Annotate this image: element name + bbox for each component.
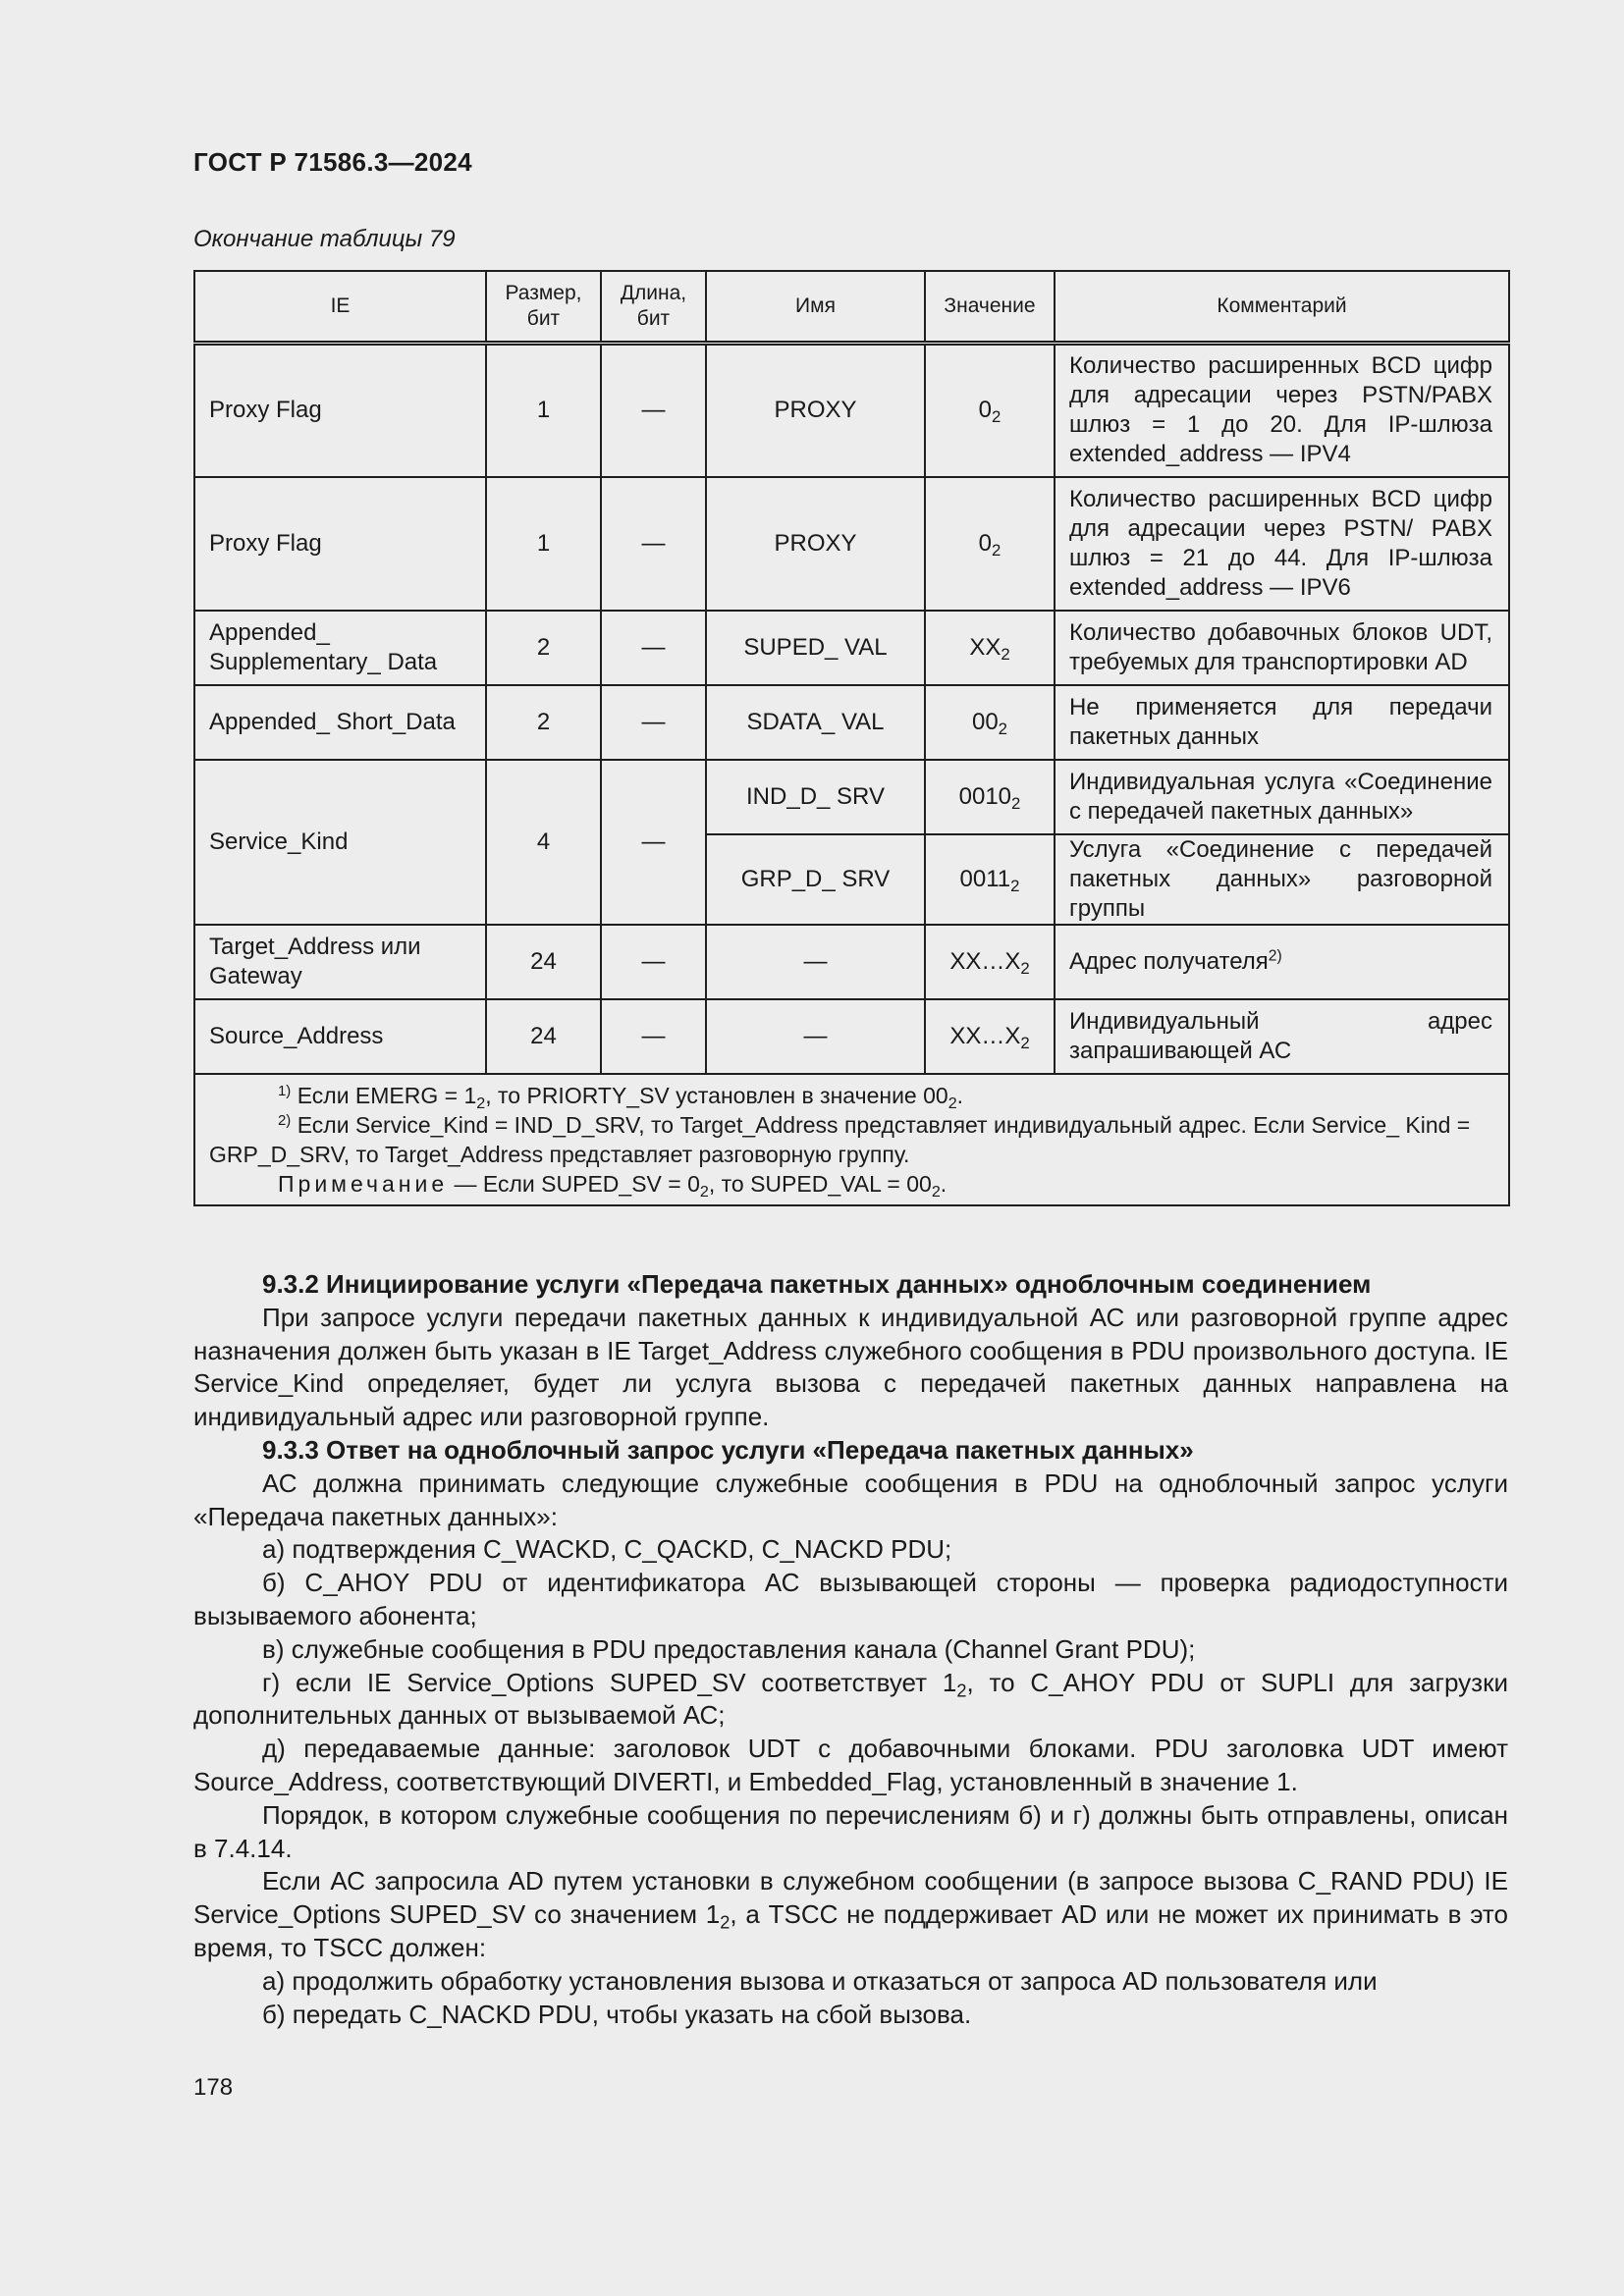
cell-name: PROXY: [706, 344, 925, 477]
list-item: а) продолжить обработку установления вызова и отказаться от запроса AD пользователя или: [262, 1965, 1378, 1996]
footnote-1: $^{1)}$ Если EMERG = $1_2$, то PRIORTY_SV установлен в значение $00_2$.: [278, 1082, 964, 1112]
list-item: а) подтверждения C_WACKD, C_QACKD, C_NACKD PDU;: [262, 1534, 952, 1565]
cell-value: $0011_2$: [925, 834, 1055, 925]
cell-ie: Proxy Flag: [194, 477, 486, 611]
cell-size: 2: [486, 685, 601, 760]
table-row: [194, 999, 1509, 1074]
col-header-value: Значение: [925, 271, 1055, 344]
table-caption: Окончание таблицы 79: [193, 226, 456, 252]
cell-size: 1: [486, 344, 601, 477]
cell-comment: Количество расширенных BCD цифр для адресации через PSTN/ PABX шлюз = 21 до 44. Для IP-шлюза extended_address — IPV6: [1055, 477, 1509, 611]
cell-length: —: [601, 685, 706, 760]
cell-name: —: [706, 925, 925, 999]
cell-value: $XX\dots X_2$: [925, 999, 1055, 1074]
cell-value: $0_2$: [925, 344, 1055, 477]
paragraph: При запросе услуги передачи пакетных данных к индивидуальной АС или разговорной группе адрес назначения должен быть указан в IE Target_Address служебного сообщения в PDU произвольного доступа. IE Service_Kind определяет, будет ли услуга вызова с передачей пакетных данных направлена на индивидуальный адрес или разговорной группе.: [193, 1302, 1508, 1432]
cell-value: $00_2$: [925, 685, 1055, 760]
col-header-size: Размер, бит: [486, 271, 601, 344]
list-item: в) служебные сообщения в PDU предоставления канала (Channel Grant PDU);: [262, 1633, 1196, 1664]
col-header-name: Имя: [706, 271, 925, 344]
page-number: 178: [193, 2074, 234, 2101]
table-header-row: [194, 271, 1509, 344]
table-row: [194, 477, 1509, 611]
table-row: [194, 344, 1509, 477]
table-row: [194, 611, 1509, 685]
cell-value: $XX\dots X_2$: [925, 925, 1055, 999]
cell-length: —: [601, 925, 706, 999]
cell-comment: Не применяется для передачи пакетных данных: [1055, 685, 1509, 760]
cell-comment: Количество расширенных BCD цифр для адресации через PSTN/PABX шлюз = 1 до 20. Для IP-шлюза extended_address — IPV4: [1055, 344, 1509, 477]
cell-length: —: [601, 611, 706, 685]
cell-length: —: [601, 477, 706, 611]
cell-name: —: [706, 999, 925, 1074]
col-header-ie: IE: [194, 271, 486, 344]
cell-name: SDATA_ VAL: [706, 685, 925, 760]
cell-comment: Количество добавочных блоков UDT, требуемых для транспортировки AD: [1055, 611, 1509, 685]
list-item: б) передать C_NACKD PDU, чтобы указать на сбой вызова.: [262, 1999, 972, 2029]
document-header: ГОСТ Р 71586.3—2024: [193, 147, 472, 177]
table-row: [194, 685, 1509, 760]
cell-length: —: [601, 760, 706, 925]
cell-ie: Appended_ Short_Data: [194, 685, 486, 760]
cell-ie: Source_Address: [194, 999, 486, 1074]
section-heading-9-3-3: 9.3.3 Ответ на одноблочный запрос услуги «Передача пакетных данных»: [262, 1434, 1194, 1465]
cell-comment: Индивидуальная услуга «Соединение с передачей пакетных данных»: [1055, 760, 1509, 834]
cell-name: SUPED_ VAL: [706, 611, 925, 685]
body-text: [193, 1268, 1508, 2031]
col-header-length: Длина, бит: [601, 271, 706, 344]
list-item: д) передаваемые данные: заголовок UDT с добавочными блоками. PDU заголовка UDT имеют Source_Address, соответствующий DIVERTI, и Embedded_Flag, установленный в значение 1.: [193, 1734, 1508, 1796]
cell-name: PROXY: [706, 477, 925, 611]
cell-ie: Appended_ Supplementary_ Data: [194, 611, 486, 685]
cell-size: 1: [486, 477, 601, 611]
cell-value: $0010_2$: [925, 760, 1055, 834]
cell-name: IND_D_ SRV: [706, 760, 925, 834]
table-note: Примечание — Если SUPED_SV = $0_2$, то SUPED_VAL = $00_2$.: [278, 1170, 947, 1201]
paragraph: АС должна принимать следующие служебные сообщения в PDU на одноблочный запрос услуги «Передача пакетных данных»:: [193, 1468, 1508, 1531]
paragraph: Порядок, в котором служебные сообщения по перечислениям б) и г) должны быть отправлены, описан в 7.4.14.: [193, 1799, 1508, 1863]
cell-length: —: [601, 344, 706, 477]
table-notes-row: [194, 1074, 1509, 1205]
cell-size: 24: [486, 925, 601, 999]
cell-value: $XX_2$: [925, 611, 1055, 685]
table-notes: [194, 1074, 1509, 1205]
table-79: [193, 270, 1510, 1206]
cell-ie: Target_Address или Gateway: [194, 925, 486, 999]
cell-size: 24: [486, 999, 601, 1074]
cell-ie: Proxy Flag: [194, 344, 486, 477]
cell-size: 4: [486, 760, 601, 925]
cell-size: 2: [486, 611, 601, 685]
col-header-comment: Комментарий: [1055, 271, 1509, 344]
cell-ie: Service_Kind: [194, 760, 486, 925]
paragraph: Если АС запросила AD путем установки в служебном сообщении (в запросе вызова C_RAND PDU) IE Service_Options SUPED_SV со значением $1_2$, а TSCC не поддерживает AD или не может их принимать в это время, то TSCC должен:: [193, 1866, 1508, 1962]
cell-name: GRP_D_ SRV: [706, 834, 925, 925]
footnote-2: $^{2)}$ Если Service_Kind = IND_D_SRV, то Target_Address представляет индивидуальный адрес. Если Service_ Kind = GRP_D_SRV, то Target_Address представляет разговорную группу.: [209, 1111, 1471, 1167]
table-row: [194, 925, 1509, 999]
section-heading-9-3-2: 9.3.2 Инициирование услуги «Передача пакетных данных» одноблочным соединением: [262, 1269, 1372, 1299]
cell-comment: Адрес получателя$^{2)}$: [1055, 925, 1509, 999]
list-item: б) C_AHOY PDU от идентификатора АС вызывающей стороны — проверка радиодоступности вызываемого абонента;: [193, 1568, 1508, 1630]
list-item: г) если IE Service_Options SUPED_SV соответствует $1_2$, то C_AHOY PDU от SUPLI для загрузки дополнительных данных от вызываемой АС;: [193, 1667, 1508, 1731]
table-row: [194, 760, 1509, 834]
cell-comment: Индивидуальный адрес запрашивающей АС: [1055, 999, 1509, 1074]
cell-comment: Услуга «Соединение с передачей пакетных данных» разговорной группы: [1055, 834, 1509, 925]
cell-length: —: [601, 999, 706, 1074]
cell-value: $0_2$: [925, 477, 1055, 611]
